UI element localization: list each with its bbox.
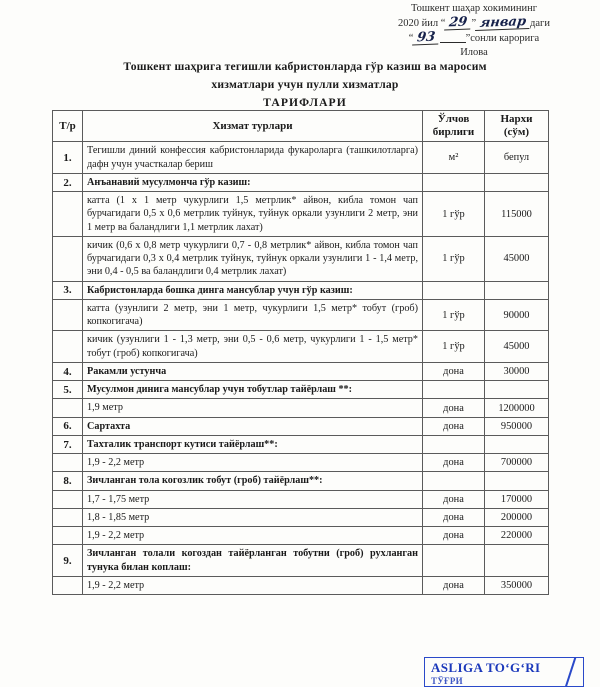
row-unit: 1 гўр [423, 299, 485, 331]
table-header-row [53, 111, 549, 142]
row-number: 1. [53, 142, 83, 174]
approval-day-handwritten: 29 [444, 15, 472, 30]
approval-number-handwritten: 93 [413, 30, 441, 45]
title-line-1: Тошкент шаҳрига тегишли кабристонларда гўр казиш ва маросим [123, 60, 487, 73]
row-service-description: 1,9 - 2,2 метр [83, 527, 423, 545]
approval-line-1: Тошкент шаҳар хокимининг [410, 3, 538, 14]
row-service-description: 1,9 - 2,2 метр [83, 454, 423, 472]
stamp-text: ASLIGA TO‘G‘RI [431, 660, 541, 675]
row-number: 3. [53, 281, 83, 299]
row-price: бепул [485, 142, 549, 174]
row-unit [423, 173, 485, 191]
row-number [53, 527, 83, 545]
table-row [53, 142, 549, 174]
row-unit: дона [423, 417, 485, 435]
row-service-description: Зичланган тола когозлик тобут (гроб) тайёрлаш**: [83, 472, 423, 490]
table-row [53, 490, 549, 508]
row-service-description: Ракамли устунча [83, 362, 423, 380]
row-service-description: кичик (0,6 х 0,8 метр чукурлиги 0,7 - 0,8 метрлик* айвон, кибла томон чап бурчагидаги 0,3 х 0,4 метрлик туйнук, туйнук оркали узунлиги 1 - 1,4 метр, эни 0,4 - 0,5 ва баландлиги 0,4 метрлик лахат) [83, 236, 423, 281]
row-price [485, 381, 549, 399]
row-number: 6. [53, 417, 83, 435]
title-line-2: хизматлари учун пулли хизматлар [211, 77, 399, 91]
row-number [53, 399, 83, 417]
approval-line2-suffix: даги [530, 17, 550, 29]
title-line-3: ТАРИФЛАРИ [263, 96, 347, 110]
row-unit: 1 гўр [423, 236, 485, 281]
row-number [53, 576, 83, 594]
row-number [53, 331, 83, 363]
row-unit: дона [423, 362, 485, 380]
row-unit: 1 гўр [423, 192, 485, 237]
table-row [53, 381, 549, 399]
row-price: 45000 [485, 331, 549, 363]
row-unit: м² [423, 142, 485, 174]
row-unit: дона [423, 399, 485, 417]
row-service-description: катта (узунлиги 2 метр, эни 1 метр, чукурлиги 1,5 метр* тобут (гроб) копкогигача) [83, 299, 423, 331]
row-unit [423, 472, 485, 490]
row-service-description: Мусулмон динига мансублар учун тобутлар тайёрлаш **: [83, 381, 423, 399]
table-row [53, 173, 549, 191]
row-price [485, 435, 549, 453]
table-row [53, 299, 549, 331]
row-service-description: катта (1 х 1 метр чукурлиги 1,5 метрлик* айвон, кибла томон чап бурчагидаги 0,5 х 0,6 метрлик туйнук, туйнук оркали узунлиги 2 метр, эни 1 метр ва баландлиги 1,1 метрлик лахат) [83, 192, 423, 237]
row-price: 170000 [485, 490, 549, 508]
row-unit: дона [423, 527, 485, 545]
table-row [53, 236, 549, 281]
document-title [55, 58, 555, 112]
table-row [53, 435, 549, 453]
row-unit: дона [423, 454, 485, 472]
approval-line3-suffix: ”сонли карорига [465, 32, 540, 44]
row-service-description: Тегишли диний конфессия кабристонларида фукароларга (ташкилотларга) дафн учун участкалар бериш [83, 142, 423, 174]
row-unit: дона [423, 490, 485, 508]
table-row [53, 576, 549, 594]
table-row [53, 331, 549, 363]
row-service-description: Кабристонларда бошка динга мансублар учун гўр казиш: [83, 281, 423, 299]
row-number [53, 508, 83, 526]
row-service-description: 1,9 - 2,2 метр [83, 576, 423, 594]
row-service-description: кичик (узунлиги 1 - 1,3 метр, эни 0,5 - 0,6 метр, чукурлиги 1 - 1,5 метр* тобут (гроб) копкогигача) [83, 331, 423, 363]
header-price: Нархи (сўм) [485, 111, 549, 142]
table-row [53, 362, 549, 380]
row-service-description: Зичланган толали когоздан тайёрланган тобутни (гроб) рухланган тунука билан коплаш: [83, 545, 423, 577]
row-unit: дона [423, 508, 485, 526]
row-price: 220000 [485, 527, 549, 545]
row-number: 4. [53, 362, 83, 380]
row-number: 8. [53, 472, 83, 490]
approval-blank-rule [440, 31, 466, 43]
approval-line2-mid: ” [471, 17, 477, 29]
table-row [53, 454, 549, 472]
row-service-description: Сартахта [83, 417, 423, 435]
table-row [53, 545, 549, 577]
row-price: 115000 [485, 192, 549, 237]
table-row [53, 417, 549, 435]
row-price: 45000 [485, 236, 549, 281]
row-unit: 1 гўр [423, 331, 485, 363]
row-service-description: Анъанавий мусулмонча гўр казиш: [83, 173, 423, 191]
tariff-table-body [53, 142, 549, 595]
header-unit: Ўлчов бирлиги [423, 111, 485, 142]
row-number [53, 299, 83, 331]
approval-line-3 [352, 31, 596, 46]
approval-line2-prefix: 2020 йил “ [398, 17, 446, 29]
table-row [53, 192, 549, 237]
row-service-description: 1,7 - 1,75 метр [83, 490, 423, 508]
row-price [485, 173, 549, 191]
row-price: 1200000 [485, 399, 549, 417]
row-number [53, 490, 83, 508]
row-price: 950000 [485, 417, 549, 435]
approval-block [352, 2, 596, 59]
table-row [53, 508, 549, 526]
row-unit [423, 281, 485, 299]
row-number [53, 192, 83, 237]
row-number: 9. [53, 545, 83, 577]
approval-line-4: Илова [460, 46, 488, 58]
row-price: 30000 [485, 362, 549, 380]
stamp-subtext: ТЎҒРИ [431, 676, 463, 686]
row-price: 200000 [485, 508, 549, 526]
header-service: Хизмат турлари [83, 111, 423, 142]
row-service-description: Тахталик транспорт кутиси тайёрлаш**: [83, 435, 423, 453]
table-row [53, 399, 549, 417]
row-number: 2. [53, 173, 83, 191]
row-unit [423, 381, 485, 399]
row-price: 350000 [485, 576, 549, 594]
approval-line-2 [352, 13, 596, 31]
row-unit [423, 545, 485, 577]
row-price: 700000 [485, 454, 549, 472]
row-service-description: 1,8 - 1,85 метр [83, 508, 423, 526]
row-unit [423, 435, 485, 453]
approval-line3-prefix: “ [408, 32, 414, 44]
asliga-togri-stamp [424, 657, 584, 687]
row-number [53, 236, 83, 281]
table-row [53, 281, 549, 299]
header-num: Т/р [53, 111, 83, 142]
row-price [485, 545, 549, 577]
row-price [485, 281, 549, 299]
table-row [53, 527, 549, 545]
tariff-table [52, 110, 549, 595]
row-service-description: 1,9 метр [83, 399, 423, 417]
approval-month-handwritten: январ [475, 15, 531, 31]
table-row [53, 472, 549, 490]
row-number: 7. [53, 435, 83, 453]
row-number [53, 454, 83, 472]
row-price: 90000 [485, 299, 549, 331]
row-number: 5. [53, 381, 83, 399]
row-price [485, 472, 549, 490]
row-unit: дона [423, 576, 485, 594]
